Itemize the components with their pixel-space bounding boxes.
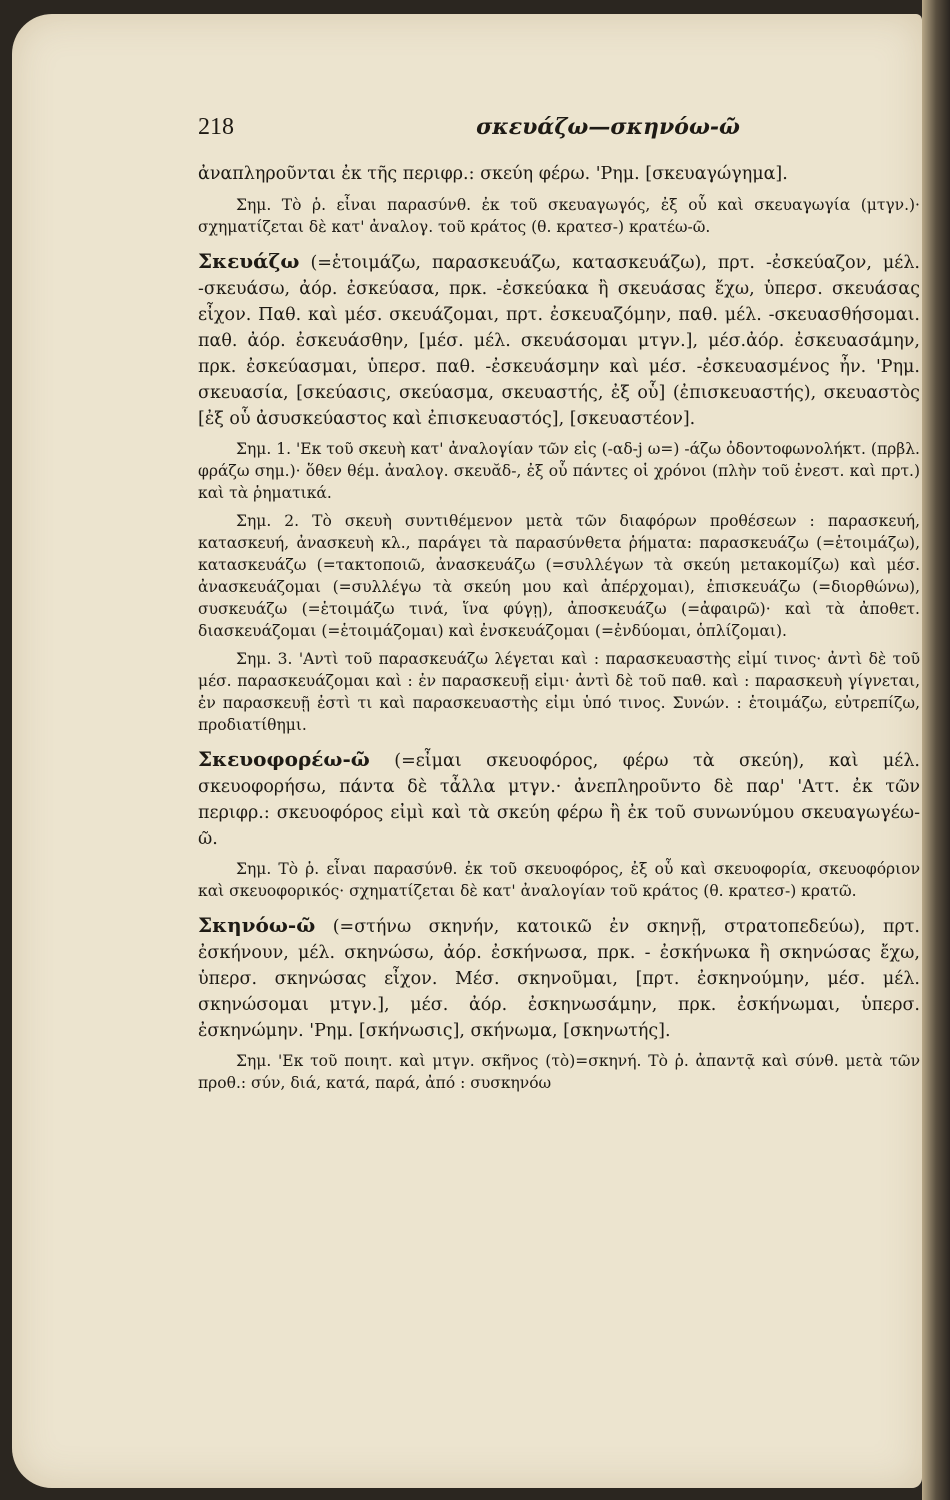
note-text: Σημ. Τὸ ῥ. εἶναι παρασύνθ. ἐκ τοῦ σκευοφόρος, ἐξ οὗ καὶ σκευοφορία, σκευοφόριον καὶ σκευοφορικός· σχηματίζεται δὲ κατ' ἀναλογίαν τοῦ κράτος (θ. κρατεσ-) κρατῶ. — [198, 859, 920, 900]
note-skeuophoros — [198, 858, 920, 902]
note-1 — [198, 438, 920, 504]
page-number: 218 — [198, 114, 234, 140]
book-page — [12, 14, 922, 1488]
note-text: Σημ. 1. 'Εκ τοῦ σκευὴ κατ' ἀναλογίαν τῶν εἰς (-αδ-j ω=) -άζω ὀδοντοφωνολήκτ. (πρβλ. φράζω σημ.)· ὅθεν θέμ. ἀναλογ. σκευᾰδ-, ἐξ οὗ πάντες οἱ χρόνοι (πλὴν τοῦ ἐνεστ. καὶ πρτ.) καὶ τὰ ῥηματικά. — [198, 439, 920, 502]
note-2 — [198, 510, 920, 642]
entry-text: (=ἑτοιμάζω, παρασκευάζω, κατασκευάζω), πρτ. -ἐσκεύαζον, μέλ. -σκευάσω, ἀόρ. ἐσκεύασα, πρκ. -ἐσκεύακα ἢ σκευάσας ἔχω, ὑπερσ. σκευάσας εἶχον. Παθ. καὶ μέσ. σκευάζομαι, πρτ. ἐσκευαζόμην, παθ. μέλ. -σκευασθήσομαι. παθ. ἀόρ. ἐσκευάσθην, [μέσ. μέλ. σκευάσομαι μτγν.], μέσ.ἀόρ. ἐσκευασάμην, πρκ. ἐσκεύασμαι, ὑπερσ. παθ. -ἐσκευάσμην καὶ μέσ. -ἐσκευασμένος ἦν. 'Ρημ. σκευασία, [σκεύασις, σκεύασμα, σκευαστής, ἐξ οὗ] (ἐπισκευαστής), σκευαστὸς [ἐξ οὗ ἀσυσκεύαστος καὶ ἐπισκευαστός], [σκευαστέον]. — [198, 252, 920, 429]
running-title: σκευάζω—σκηνόω-ῶ — [476, 114, 740, 140]
note-skeuagogos — [198, 194, 920, 238]
lemma-skeuophoreo: Σκευοφορέω-ῶ — [198, 746, 370, 771]
note-text: Σημ. 3. 'Αντὶ τοῦ παρασκευάζω λέγεται καὶ : παρασκευαστὴς εἰμί τινος· ἀντὶ δὲ τοῦ μέσ. παρασκευάζομαι καὶ : ἐν παρασκευῇ εἰμι· ἀντὶ δὲ τοῦ παθ. καὶ : παρασκευὴ γίγνεται, ἐν παρασκευῇ ἐστὶ τι καὶ παρασκευαστὴς εἰμι ὑπό τινος. Συνών. : ἑτοιμάζω, εὐτρεπίζω, προδιατίθημι. — [198, 649, 920, 734]
note-text: Σημ. Τὸ ῥ. εἶναι παρασύνθ. ἐκ τοῦ σκευαγωγός, ἐξ οὗ καὶ σκευαγωγία (μτγν.)· σχηματίζεται δὲ κατ' ἀναλογ. τοῦ κράτος (θ. κρατεσ-) κρατέω-ῶ. — [198, 195, 920, 236]
note-text: Σημ. 2. Τὸ σκευὴ συντιθέμενον μετὰ τῶν διαφόρων προθέσεων : παρασκευή, κατασκευή, ἀνασκευὴ κλ., παράγει τὰ παρασύνθετα ῥήματα: παρασκευάζω (=ἑτοιμάζω), κατασκευάζω (=τακτοποιῶ, ἀνασκευάζω (=συλλέγων τὰ σκεύη μετακομίζω) καὶ μέσ. ἀνασκευάζομαι (=συλλέγω τὰ σκεύη μου καὶ ἀπέρχομαι), ἐπισκευάζω (=διορθώνω), συσκευάζω (=ἑτοιμάζω τινά, ἵνα φύγῃ), ἀποσκευάζω (=ἀφαιρῶ)· καὶ τὰ ἀποθετ. διασκευάζομαι (=ἑτοιμάζομαι) καὶ ἐνσκευάζομαι (=ἐνδύομαι, ὁπλίζομαι). — [198, 511, 920, 640]
entry-text: (=εἶμαι σκευοφόρος, φέρω τὰ σκεύη), καὶ μέλ. σκευοφορήσω, πάντα δὲ τἆλλα μτγν.· ἀνεπληροῦντο δὲ παρ' 'Αττ. ἐκ τῶν περιφρ.: σκευοφόρος εἰμὶ καὶ τὰ σκεύη φέρω ἢ ἐκ τοῦ συνωνύμου σκευαγωγέω-ῶ. — [198, 750, 920, 849]
note-text: Σημ. 'Εκ τοῦ ποιητ. καὶ μτγν. σκῆνος (τὸ)=σκηνή. Τὸ ῥ. ἀπαντᾷ καὶ σύνθ. μετὰ τῶν προθ.: σύν, διά, κατά, παρά, ἀπό : συσκηνόω — [198, 1051, 920, 1092]
entry-skeuophoreo — [198, 746, 920, 852]
entry-skenoo — [198, 912, 920, 1044]
page-header — [198, 114, 920, 162]
lemma-skenoo: Σκηνόω-ῶ — [198, 912, 316, 937]
intro-line: ἀναπληροῦνται ἐκ τῆς περιφρ.: σκεύη φέρω. 'Ρημ. [σκευαγώγημα]. — [198, 164, 788, 184]
entry-text: (=στήνω σκηνήν, κατοικῶ ἐν σκηνῇ, στρατοπεδεύω), πρτ. ἐσκήνουν, μέλ. σκηνώσω, ἀόρ. ἐσκήνωσα, πρκ. - ἐσκήνωκα ἢ σκηνώσας ἔχω, ὑπερσ. σκηνώσας εἶχον. Μέσ. σκηνοῦμαι, [πρτ. ἐσκηνούμην, μέσ. μέλ. σκηνώσομαι μτγν.], μέσ. ἀόρ. ἐσκηνωσάμην, πρκ. ἐσκήνωμαι, ὑπερσ. ἐσκηνώμην. 'Ρημ. [σκήνωσις], σκήνωμα, [σκηνωτής]. — [198, 916, 920, 1041]
note-3 — [198, 648, 920, 736]
page-content — [198, 114, 920, 1094]
book-spine — [922, 0, 950, 1500]
entry-skeuazo — [198, 248, 920, 432]
note-skenos — [198, 1050, 920, 1094]
lemma-skeuazo: Σκευάζω — [198, 248, 300, 273]
